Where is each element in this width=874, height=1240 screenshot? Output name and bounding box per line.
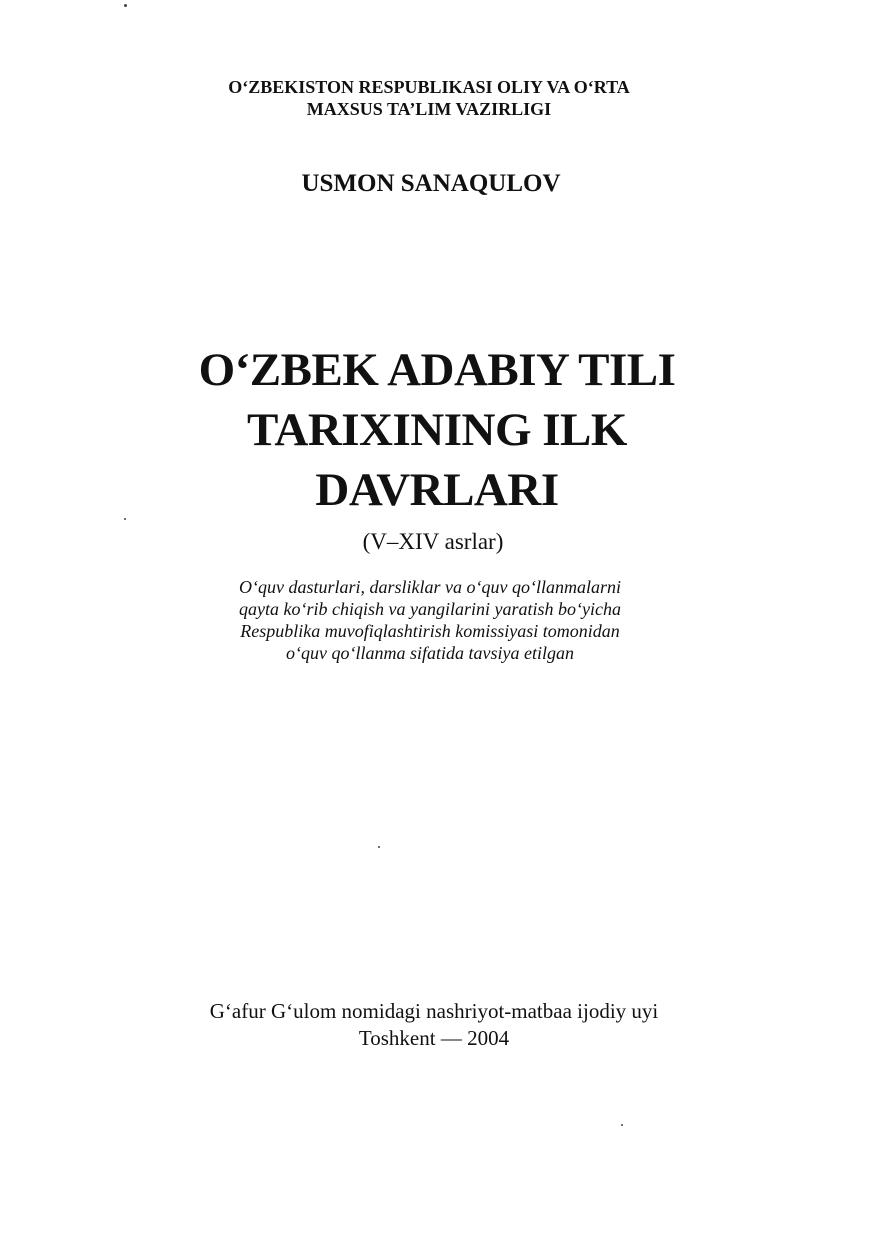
title-line-1: O‘ZBEK ADABIY TILI: [198, 344, 676, 396]
book-title: [0, 340, 874, 520]
approval-line-3: Respublika muvofiqlashtirish komissiyasi tomonidan: [240, 621, 620, 641]
approval-line-2: qayta ko‘rib chiqish va yangilarini yaratish bo‘yicha: [239, 599, 621, 619]
approval-note: [0, 576, 867, 664]
ministry-line-2: MAXSUS TA’LIM VAZIRLIGI: [306, 99, 552, 119]
scan-speck: [621, 1124, 623, 1126]
title-line-2: TARIXINING ILK: [247, 404, 627, 456]
scan-speck: [378, 846, 380, 848]
scan-speck: [124, 4, 127, 7]
ministry-header: [0, 76, 866, 120]
publisher-imprint: [0, 998, 871, 1052]
approval-line-4: o‘quv qo‘llanma sifatida tavsiya etilgan: [286, 643, 574, 663]
period-subtitle: (V–XIV asrlar): [362, 529, 504, 554]
ministry-line-1: O‘ZBEKISTON RESPUBLIKASI OLIY VA O‘RTA: [228, 77, 630, 97]
publisher-city-year: Toshkent — 2004: [358, 1026, 510, 1050]
publisher-name: G‘afur G‘ulom nomidagi nashriyot-matbaa ijodiy uyi: [209, 999, 659, 1023]
approval-line-1: O‘quv dasturlari, darsliklar va o‘quv qo‘llanmalarni: [239, 577, 621, 597]
scan-speck: [124, 518, 126, 520]
author-name: USMON SANAQULOV: [301, 170, 561, 197]
title-line-3: DAVRLARI: [315, 464, 559, 516]
